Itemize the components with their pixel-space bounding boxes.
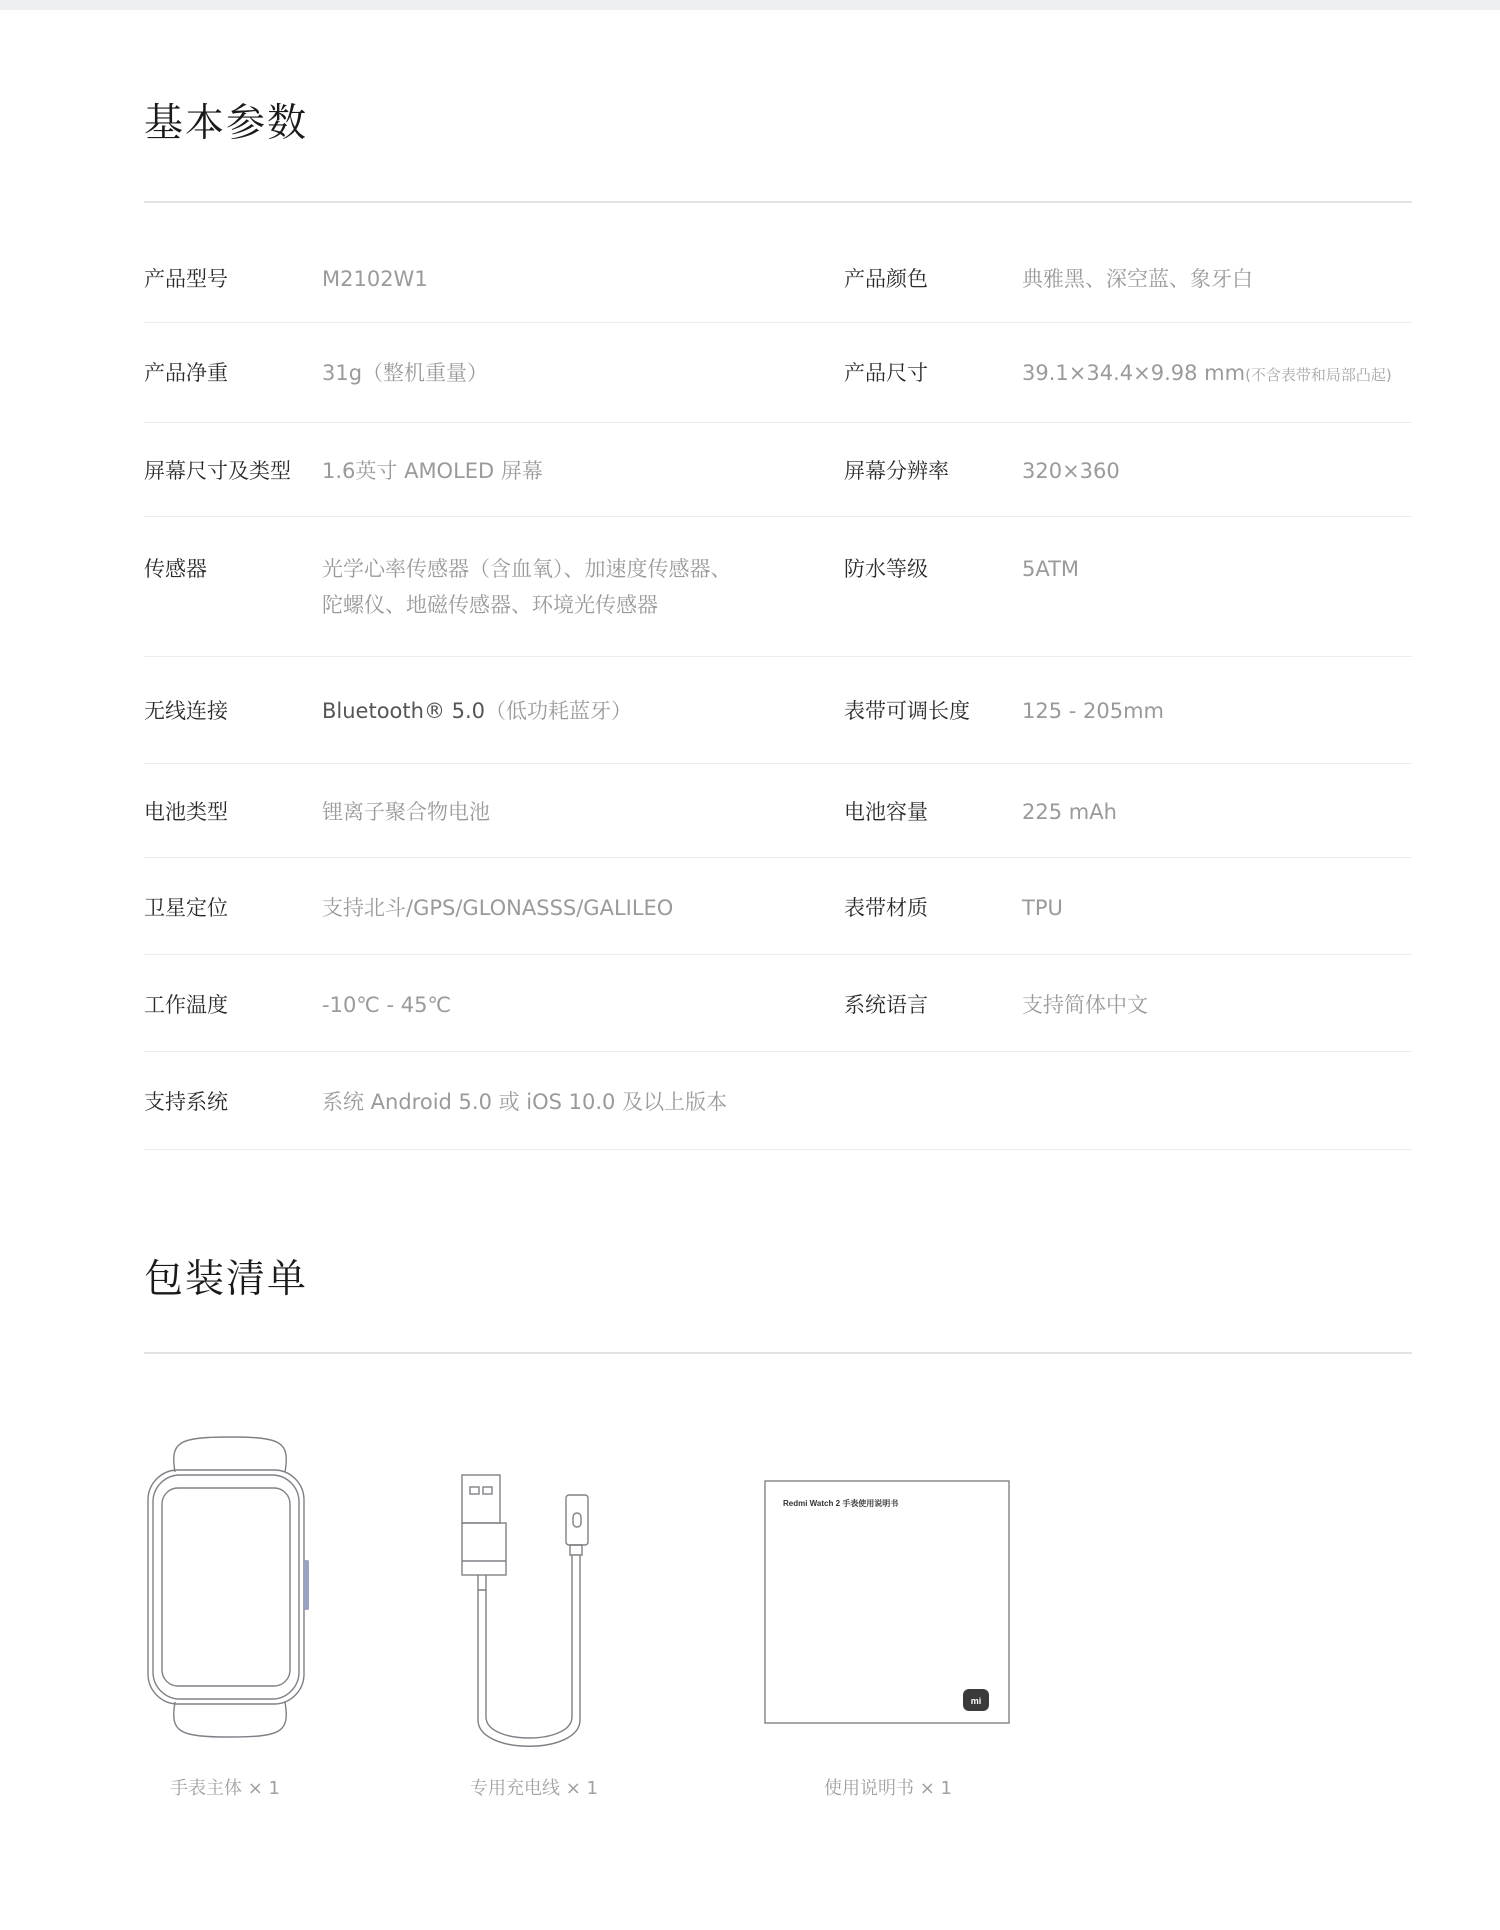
spec-label: 防水等级 <box>844 557 928 581</box>
specs-table <box>144 203 1412 1150</box>
spec-row <box>144 1052 1412 1150</box>
spec-value: -10℃ - 45℃ <box>322 993 452 1017</box>
spec-row <box>144 858 1412 955</box>
spec-label: 传感器 <box>144 557 207 581</box>
spec-value <box>322 693 632 729</box>
spec-cell <box>144 987 844 1023</box>
size-note: (不含表带和局部凸起) <box>1245 366 1392 384</box>
spec-label: 系统语言 <box>844 993 928 1017</box>
spec-cell <box>144 693 844 729</box>
spec-label: 屏幕分辨率 <box>844 459 949 483</box>
bluetooth-note: （低功耗蓝牙） <box>485 699 633 723</box>
spec-value: 320×360 <box>1022 459 1120 483</box>
spec-cell <box>844 794 1412 830</box>
spec-cell <box>844 355 1412 393</box>
sensor-line-2: 陀螺仪、地磁传感器、环境光传感器 <box>322 593 658 617</box>
spec-cell <box>844 987 1412 1023</box>
bluetooth-version: Bluetooth® 5.0 <box>322 699 486 723</box>
spec-label: 表带可调长度 <box>844 699 970 723</box>
spec-row <box>144 955 1412 1052</box>
spec-label: 产品尺寸 <box>844 361 928 385</box>
spec-value: M2102W1 <box>322 267 428 291</box>
spec-value: 225 mAh <box>1022 800 1117 824</box>
package-section-title: 包装清单 <box>144 1257 309 1302</box>
spec-cell <box>144 261 844 297</box>
spec-cell <box>844 551 1412 587</box>
spec-row <box>144 764 1412 858</box>
watch-caption: 手表主体 × 1 <box>170 1778 280 1799</box>
spec-label: 屏幕尺寸及类型 <box>144 459 291 483</box>
spec-value: 5ATM <box>1022 557 1080 581</box>
spec-label: 表带材质 <box>844 896 928 920</box>
spec-cell <box>844 890 1412 926</box>
spec-value: TPU <box>1022 896 1063 920</box>
spec-value: 125 - 205mm <box>1022 699 1165 723</box>
spec-value: 系统 Android 5.0 或 iOS 10.0 及以上版本 <box>322 1090 728 1114</box>
spec-label: 产品净重 <box>144 361 228 385</box>
specs-section-title: 基本参数 <box>144 101 309 146</box>
spec-cell <box>144 794 844 830</box>
spec-value: 支持北斗/GPS/GLONASSS/GALILEO <box>322 896 674 920</box>
manual-icon <box>763 1479 1013 1729</box>
spec-value <box>1022 355 1392 393</box>
spec-row <box>144 323 1412 423</box>
sensor-line-1: 光学心率传感器（含血氧）、加速度传感器、 <box>322 557 732 581</box>
size-value: 39.1×34.4×9.98 mm <box>1022 361 1246 385</box>
watch-icon <box>140 1432 320 1742</box>
spec-row <box>144 657 1412 764</box>
spec-cell <box>144 1084 1412 1120</box>
spec-label: 支持系统 <box>144 1090 228 1114</box>
spec-value: 1.6英寸 AMOLED 屏幕 <box>322 459 543 483</box>
spec-value: 支持简体中文 <box>1022 993 1148 1017</box>
spec-label: 电池容量 <box>844 800 928 824</box>
spec-label: 产品颜色 <box>844 267 928 291</box>
spec-value: 31g（整机重量） <box>322 361 489 385</box>
spec-value: 典雅黑、深空蓝、象牙白 <box>1022 267 1253 291</box>
spec-label: 产品型号 <box>144 267 228 291</box>
cable-caption: 专用充电线 × 1 <box>470 1778 598 1799</box>
spec-value <box>322 551 732 623</box>
top-bar <box>0 0 1500 10</box>
spec-row <box>144 203 1412 323</box>
spec-label: 无线连接 <box>144 699 228 723</box>
spec-cell <box>844 693 1412 729</box>
manual-logo: mi <box>970 1696 982 1706</box>
spec-cell <box>844 261 1412 297</box>
spec-cell <box>144 551 844 623</box>
spec-label: 卫星定位 <box>144 896 228 920</box>
spec-label: 电池类型 <box>144 800 228 824</box>
charging-cable-icon <box>452 1465 612 1765</box>
manual-cover-title: Redmi Watch 2 手表使用说明书 <box>783 1499 899 1508</box>
spec-cell <box>144 453 844 489</box>
spec-cell <box>144 890 844 926</box>
spec-cell <box>144 355 844 391</box>
spec-value: 锂离子聚合物电池 <box>322 800 490 824</box>
spec-cell <box>844 453 1412 489</box>
package-title-divider <box>144 1352 1412 1354</box>
spec-row <box>144 517 1412 657</box>
spec-label: 工作温度 <box>144 993 228 1017</box>
manual-caption: 使用说明书 × 1 <box>824 1778 952 1799</box>
spec-row <box>144 423 1412 517</box>
